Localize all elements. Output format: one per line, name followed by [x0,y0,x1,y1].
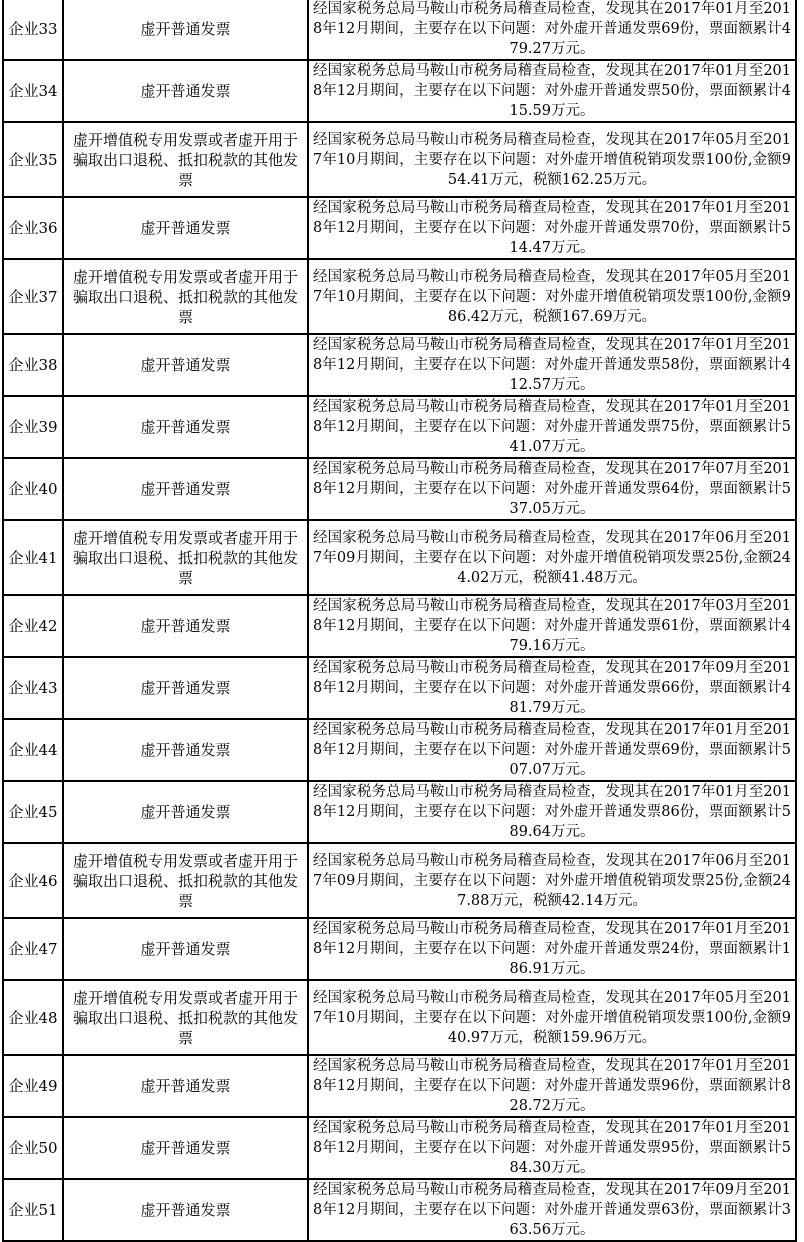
table-row [3,1179,796,1241]
enterprise-name-cell: 企业49 [3,1055,63,1117]
enterprise-name-cell: 企业44 [3,719,63,781]
violation-type-cell: 虚开增值税专用发票或者虚开用于骗取出口退税、抵扣税款的其他发票 [63,980,308,1055]
enterprise-name-cell: 企业35 [3,122,63,197]
violation-type-cell: 虚开增值税专用发票或者虚开用于骗取出口退税、抵扣税款的其他发票 [63,520,308,595]
violation-detail-cell: 经国家税务总局马鞍山市税务局稽查局检查，发现其在2017年01月至2018年12月期间，主要存在以下问题：对外虚开普通发票69份，票面额累计479.27万元。 [308,0,796,60]
violation-type-cell: 虚开普通发票 [63,334,308,396]
enterprise-name-cell: 企业40 [3,458,63,520]
table-row [3,595,796,657]
enterprise-name-cell: 企业41 [3,520,63,595]
violation-type-cell: 虚开普通发票 [63,458,308,520]
enterprise-name-cell: 企业34 [3,60,63,122]
table-row [3,657,796,719]
table-row [3,918,796,980]
violation-type-cell: 虚开增值税专用发票或者虚开用于骗取出口退税、抵扣税款的其他发票 [63,122,308,197]
violation-detail-cell: 经国家税务总局马鞍山市税务局稽查局检查，发现其在2017年06月至2017年09月期间，主要存在以下问题：对外虚开增值税销项发票25份,金额247.88万元，税额42.14万元。 [308,843,796,918]
violation-detail-cell: 经国家税务总局马鞍山市税务局稽查局检查，发现其在2017年01月至2018年12月期间，主要存在以下问题：对外虚开普通发票58份，票面额累计412.57万元。 [308,334,796,396]
violation-type-cell: 虚开普通发票 [63,0,308,60]
table-row [3,0,796,60]
table-row [3,197,796,259]
violation-detail-cell: 经国家税务总局马鞍山市税务局稽查局检查，发现其在2017年01月至2018年12月期间，主要存在以下问题：对外虚开普通发票95份，票面额累计584.30万元。 [308,1117,796,1179]
violation-detail-cell: 经国家税务总局马鞍山市税务局稽查局检查，发现其在2017年05月至2017年10月期间，主要存在以下问题：对外虚开增值税销项发票100份,金额940.97万元，税额159.96万元。 [308,980,796,1055]
table-row [3,60,796,122]
violation-detail-cell: 经国家税务总局马鞍山市税务局稽查局检查，发现其在2017年01月至2018年12月期间，主要存在以下问题：对外虚开普通发票69份，票面额累计507.07万元。 [308,719,796,781]
violation-detail-cell: 经国家税务总局马鞍山市税务局稽查局检查，发现其在2017年01月至2018年12月期间，主要存在以下问题：对外虚开普通发票50份，票面额累计415.59万元。 [308,60,796,122]
tax-violation-table [2,0,797,1242]
enterprise-name-cell: 企业38 [3,334,63,396]
violation-type-cell: 虚开普通发票 [63,1179,308,1241]
violation-detail-cell: 经国家税务总局马鞍山市税务局稽查局检查，发现其在2017年05月至2017年10月期间，主要存在以下问题：对外虚开增值税销项发票100份,金额954.41万元，税额162.25万元。 [308,122,796,197]
enterprise-name-cell: 企业43 [3,657,63,719]
enterprise-name-cell: 企业33 [3,0,63,60]
violation-detail-cell: 经国家税务总局马鞍山市税务局稽查局检查，发现其在2017年05月至2017年10月期间，主要存在以下问题：对外虚开增值税销项发票100份,金额986.42万元，税额167.69万元。 [308,259,796,334]
violation-type-cell: 虚开增值税专用发票或者虚开用于骗取出口退税、抵扣税款的其他发票 [63,843,308,918]
violation-detail-cell: 经国家税务总局马鞍山市税务局稽查局检查，发现其在2017年01月至2018年12月期间，主要存在以下问题：对外虚开普通发票96份，票面额累计828.72万元。 [308,1055,796,1117]
table-row [3,843,796,918]
violation-detail-cell: 经国家税务总局马鞍山市税务局稽查局检查，发现其在2017年01月至2018年12月期间，主要存在以下问题：对外虚开普通发票86份，票面额累计589.64万元。 [308,781,796,843]
violation-type-cell: 虚开增值税专用发票或者虚开用于骗取出口退税、抵扣税款的其他发票 [63,259,308,334]
enterprise-name-cell: 企业47 [3,918,63,980]
violation-detail-cell: 经国家税务总局马鞍山市税务局稽查局检查，发现其在2017年09月至2018年12月期间，主要存在以下问题：对外虚开普通发票63份，票面额累计363.56万元。 [308,1179,796,1241]
enterprise-name-cell: 企业45 [3,781,63,843]
table-row [3,1055,796,1117]
violation-type-cell: 虚开普通发票 [63,60,308,122]
table-row [3,781,796,843]
violation-type-cell: 虚开普通发票 [63,719,308,781]
enterprise-name-cell: 企业48 [3,980,63,1055]
violation-type-cell: 虚开普通发票 [63,781,308,843]
violation-type-cell: 虚开普通发票 [63,396,308,458]
violation-type-cell: 虚开普通发票 [63,1117,308,1179]
table-row [3,259,796,334]
violation-detail-cell: 经国家税务总局马鞍山市税务局稽查局检查，发现其在2017年01月至2018年12月期间，主要存在以下问题：对外虚开普通发票70份，票面额累计514.47万元。 [308,197,796,259]
enterprise-name-cell: 企业37 [3,259,63,334]
table-row [3,334,796,396]
violation-type-cell: 虚开普通发票 [63,657,308,719]
violation-type-cell: 虚开普通发票 [63,197,308,259]
table-row [3,520,796,595]
enterprise-name-cell: 企业42 [3,595,63,657]
enterprise-name-cell: 企业46 [3,843,63,918]
violation-detail-cell: 经国家税务总局马鞍山市税务局稽查局检查，发现其在2017年09月至2018年12月期间，主要存在以下问题：对外虚开普通发票66份，票面额累计481.79万元。 [308,657,796,719]
violation-detail-cell: 经国家税务总局马鞍山市税务局稽查局检查，发现其在2017年03月至2018年12月期间，主要存在以下问题：对外虚开普通发票61份，票面额累计479.16万元。 [308,595,796,657]
table-row [3,396,796,458]
enterprise-name-cell: 企业50 [3,1117,63,1179]
violation-type-cell: 虚开普通发票 [63,595,308,657]
enterprise-name-cell: 企业39 [3,396,63,458]
violation-detail-cell: 经国家税务总局马鞍山市税务局稽查局检查，发现其在2017年01月至2018年12月期间，主要存在以下问题：对外虚开普通发票24份，票面额累计186.91万元。 [308,918,796,980]
enterprise-name-cell: 企业51 [3,1179,63,1241]
table-row [3,458,796,520]
violation-type-cell: 虚开普通发票 [63,918,308,980]
violation-detail-cell: 经国家税务总局马鞍山市税务局稽查局检查，发现其在2017年07月至2018年12月期间，主要存在以下问题：对外虚开普通发票64份，票面额累计537.05万元。 [308,458,796,520]
violation-detail-cell: 经国家税务总局马鞍山市税务局稽查局检查，发现其在2017年01月至2018年12月期间，主要存在以下问题：对外虚开普通发票75份，票面额累计541.07万元。 [308,396,796,458]
violation-detail-cell: 经国家税务总局马鞍山市税务局稽查局检查，发现其在2017年06月至2017年09月期间，主要存在以下问题：对外虚开增值税销项发票25份,金额244.02万元，税额41.48万元。 [308,520,796,595]
table-row [3,980,796,1055]
violation-type-cell: 虚开普通发票 [63,1055,308,1117]
table-row [3,719,796,781]
table-body [3,0,796,1241]
enterprise-name-cell: 企业36 [3,197,63,259]
table-row [3,1117,796,1179]
table-row [3,122,796,197]
